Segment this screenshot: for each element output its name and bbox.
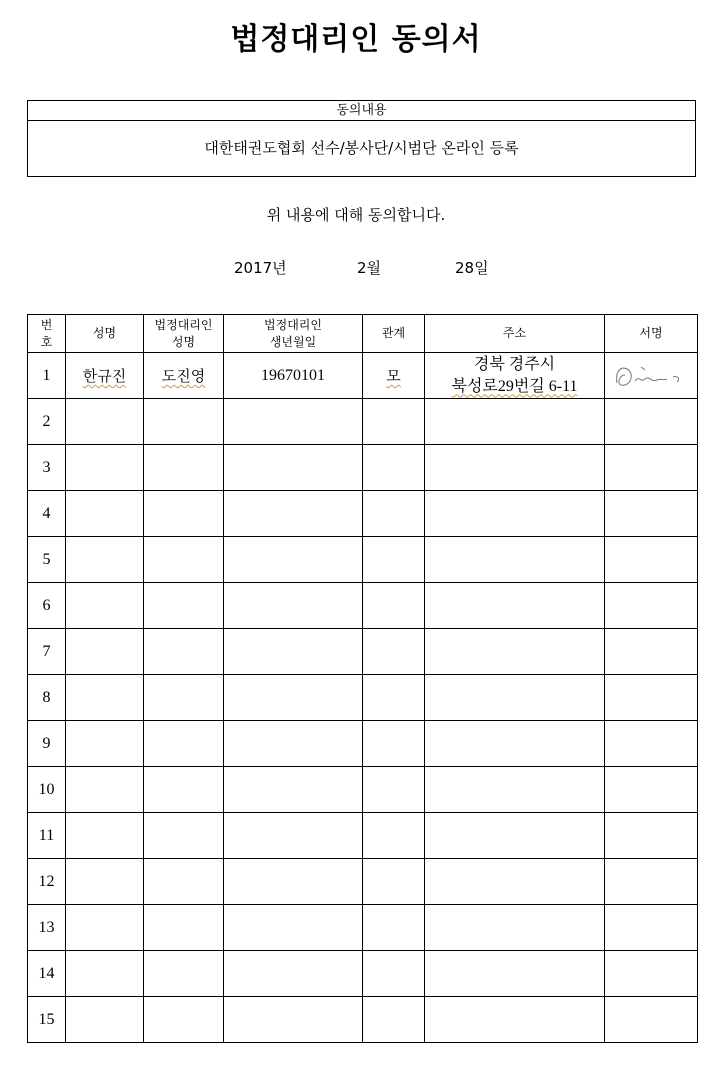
row-number — [28, 583, 66, 629]
cell-address — [425, 997, 605, 1043]
cell-signature — [605, 445, 698, 491]
row-number — [28, 813, 66, 859]
cell-signature — [605, 583, 698, 629]
cell-guardian-birth — [224, 997, 363, 1043]
consent-content: 대한태권도협회 선수/봉사단/시범단 온라인 등록 — [204, 139, 519, 157]
cell-relation — [363, 399, 425, 445]
cell-guardian-name — [144, 767, 224, 813]
table-row — [28, 629, 698, 675]
cell-guardian-name — [144, 399, 224, 445]
cell-guardian-birth — [224, 583, 363, 629]
row-number-text: 6 — [42, 596, 51, 614]
cell-relation — [363, 859, 425, 905]
row-number-text: 14 — [38, 964, 55, 982]
cell-signature — [605, 675, 698, 721]
cell-guardian-name — [144, 583, 224, 629]
cell-signature — [605, 997, 698, 1043]
cell-relation — [363, 629, 425, 675]
cell-address — [425, 813, 605, 859]
cell-relation — [363, 353, 425, 399]
cell-address — [425, 675, 605, 721]
table-row — [28, 813, 698, 859]
row-number-text: 2 — [42, 412, 51, 430]
header-guardian-birth: 법정대리인 생년월일 — [224, 315, 363, 353]
header-no: 번 호 — [28, 315, 66, 353]
cell-relation — [363, 905, 425, 951]
cell-relation — [363, 767, 425, 813]
cell-name-text: 한규진 — [82, 367, 127, 385]
cell-name — [66, 675, 144, 721]
cell-name — [66, 905, 144, 951]
cell-signature — [605, 859, 698, 905]
cell-address — [425, 353, 605, 399]
row-number-text: 11 — [38, 826, 55, 844]
consent-header: 동의내용 — [28, 101, 695, 121]
cell-name — [66, 353, 144, 399]
cell-name — [66, 813, 144, 859]
cell-signature — [605, 905, 698, 951]
row-number — [28, 721, 66, 767]
cell-guardian-birth — [224, 537, 363, 583]
cell-signature — [605, 629, 698, 675]
cell-guardian-name — [144, 951, 224, 997]
cell-relation — [363, 583, 425, 629]
address-line-2: 북성로29번길 6-11 — [451, 377, 578, 395]
cell-guardian-name — [144, 997, 224, 1043]
row-number — [28, 951, 66, 997]
cell-relation — [363, 997, 425, 1043]
table-row — [28, 859, 698, 905]
cell-relation — [363, 813, 425, 859]
cell-guardian-name — [144, 859, 224, 905]
header-address: 주소 — [425, 315, 605, 353]
cell-signature — [605, 813, 698, 859]
row-number-text: 13 — [38, 918, 55, 936]
row-number — [28, 629, 66, 675]
header-guardian-name: 법정대리인 성명 — [144, 315, 224, 353]
row-number — [28, 905, 66, 951]
table-row — [28, 491, 698, 537]
row-number-text: 10 — [38, 780, 55, 798]
cell-guardian-birth — [224, 399, 363, 445]
cell-relation — [363, 491, 425, 537]
table-row — [28, 951, 698, 997]
cell-name — [66, 629, 144, 675]
cell-signature — [605, 767, 698, 813]
cell-guardian-name — [144, 445, 224, 491]
table-row — [28, 445, 698, 491]
cell-guardian-name — [144, 629, 224, 675]
cell-name — [66, 721, 144, 767]
cell-name — [66, 537, 144, 583]
row-number-text: 9 — [42, 734, 51, 752]
document-title: 법정대리인 동의서 — [230, 22, 482, 57]
row-number — [28, 859, 66, 905]
header-name: 성명 — [66, 315, 144, 353]
cell-name — [66, 997, 144, 1043]
cell-address — [425, 629, 605, 675]
row-number — [28, 353, 66, 399]
row-number — [28, 675, 66, 721]
cell-address — [425, 583, 605, 629]
cell-relation — [363, 951, 425, 997]
row-number-text: 1 — [42, 366, 51, 384]
cell-guardian-birth — [224, 353, 363, 399]
table-header-row — [28, 315, 698, 353]
cell-signature — [605, 399, 698, 445]
cell-address — [425, 537, 605, 583]
cell-signature — [605, 491, 698, 537]
cell-guardian-birth — [224, 491, 363, 537]
cell-name — [66, 491, 144, 537]
cell-address — [425, 859, 605, 905]
address-line-1: 경북 경주시 — [473, 355, 556, 373]
table-row — [28, 675, 698, 721]
row-number-text: 12 — [38, 872, 55, 890]
row-number-text: 8 — [42, 688, 51, 706]
cell-guardian-name — [144, 721, 224, 767]
cell-address — [425, 721, 605, 767]
cell-signature — [605, 721, 698, 767]
cell-guardian-name — [144, 537, 224, 583]
date-year: 2017년 — [234, 259, 287, 277]
cell-relation — [363, 675, 425, 721]
cell-guardian-name — [144, 353, 224, 399]
table-row — [28, 353, 698, 399]
agreement-statement: 위 내용에 대해 동의합니다. — [266, 206, 446, 224]
cell-signature — [605, 537, 698, 583]
cell-guardian-birth — [224, 951, 363, 997]
cell-guardian-birth — [224, 629, 363, 675]
cell-guardian-birth — [224, 905, 363, 951]
cell-guardian-birth — [224, 767, 363, 813]
cell-address — [425, 399, 605, 445]
row-number — [28, 767, 66, 813]
cell-guardian-birth-text: 19670101 — [261, 366, 325, 384]
table-row — [28, 721, 698, 767]
cell-address — [425, 491, 605, 537]
table-row — [28, 767, 698, 813]
cell-signature — [605, 951, 698, 997]
cell-guardian-name — [144, 675, 224, 721]
date-day: 28일 — [455, 259, 489, 277]
cell-guardian-birth — [224, 445, 363, 491]
cell-name — [66, 445, 144, 491]
cell-name — [66, 859, 144, 905]
cell-address — [425, 767, 605, 813]
header-relation: 관계 — [363, 315, 425, 353]
cell-name — [66, 767, 144, 813]
date-month: 2월 — [357, 259, 382, 277]
cell-guardian-name-text: 도진영 — [161, 367, 206, 385]
row-number — [28, 491, 66, 537]
cell-signature — [605, 353, 698, 399]
header-signature: 서명 — [605, 315, 698, 353]
cell-guardian-birth — [224, 859, 363, 905]
cell-address — [425, 445, 605, 491]
cell-relation-text: 모 — [386, 367, 401, 385]
cell-relation — [363, 445, 425, 491]
consent-box — [27, 100, 696, 177]
cell-guardian-name — [144, 905, 224, 951]
cell-name — [66, 951, 144, 997]
table-row — [28, 997, 698, 1043]
row-number — [28, 997, 66, 1043]
cell-relation — [363, 537, 425, 583]
row-number-text: 4 — [42, 504, 51, 522]
cell-address — [425, 905, 605, 951]
row-number — [28, 537, 66, 583]
row-number — [28, 399, 66, 445]
table-row — [28, 399, 698, 445]
cell-name — [66, 583, 144, 629]
row-number-text: 5 — [42, 550, 51, 568]
cell-guardian-name — [144, 813, 224, 859]
cell-guardian-birth — [224, 675, 363, 721]
table-row — [28, 583, 698, 629]
cell-guardian-birth — [224, 813, 363, 859]
signature-table — [27, 314, 698, 1043]
handwritten-signature-icon — [611, 361, 691, 391]
row-number — [28, 445, 66, 491]
row-number-text: 3 — [42, 458, 51, 476]
cell-relation — [363, 721, 425, 767]
cell-guardian-birth — [224, 721, 363, 767]
row-number-text: 15 — [38, 1010, 55, 1028]
cell-address — [425, 951, 605, 997]
cell-guardian-name — [144, 491, 224, 537]
row-number-text: 7 — [42, 642, 51, 660]
table-row — [28, 905, 698, 951]
cell-name — [66, 399, 144, 445]
table-row — [28, 537, 698, 583]
